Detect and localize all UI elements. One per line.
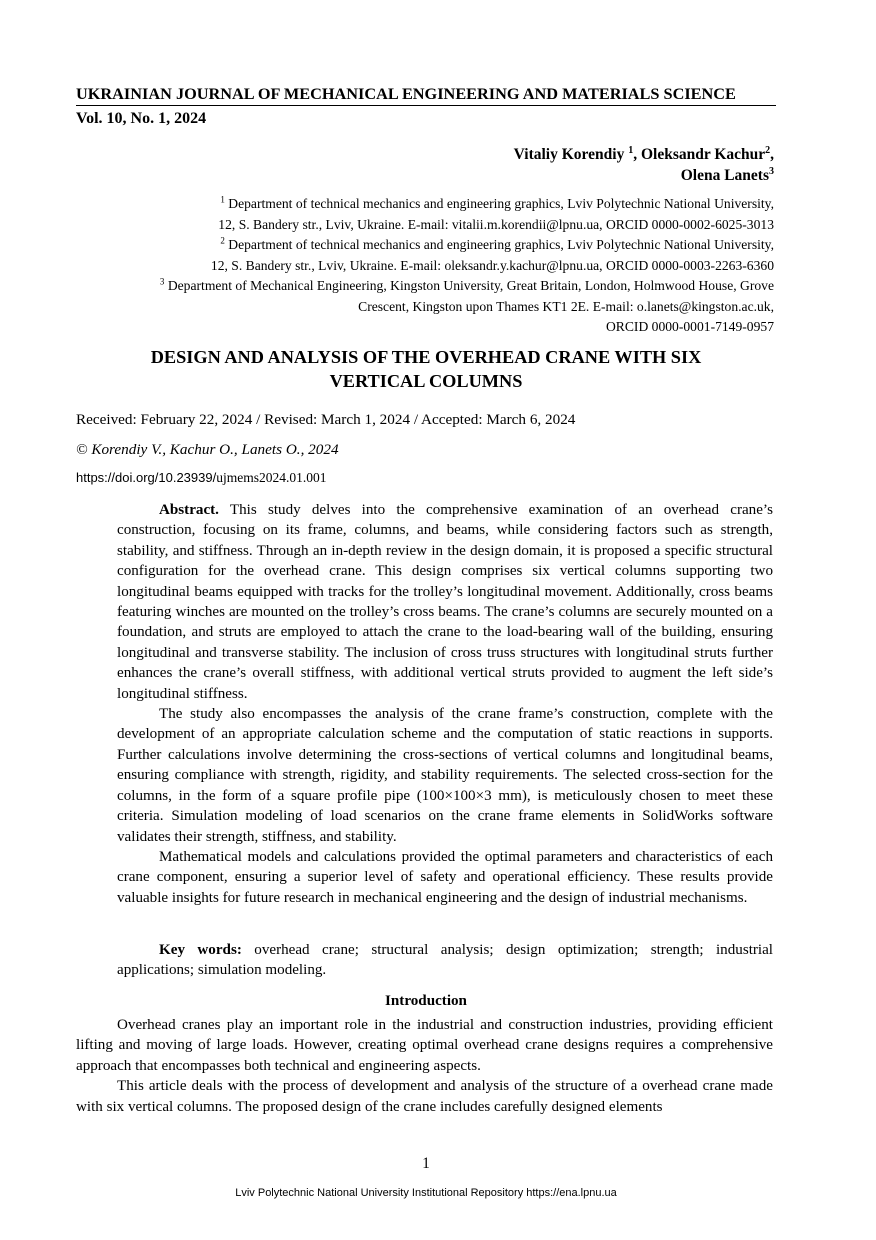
- affiliation-line: [74, 297, 774, 318]
- authors-block: [514, 144, 774, 186]
- doi: [76, 469, 326, 487]
- title-line: VERTICAL COLUMNS: [329, 371, 523, 391]
- affiliation-text: Crescent, Kingston upon Thames KT1 2E. E-mail: o.lanets@kingston.ac.uk,: [358, 298, 774, 314]
- doi-link[interactable]: https://doi.org/10.23939/: [76, 470, 217, 485]
- affiliation-text: Department of Mechanical Engineering, Kingston University, Great Britain, London, Holmwood House, Grove: [167, 278, 774, 293]
- title-line: DESIGN AND ANALYSIS OF THE OVERHEAD CRANE WITH SIX: [150, 347, 702, 367]
- affiliation-line: [74, 215, 774, 236]
- doi-suffix: ujmems2024.01.001: [216, 470, 327, 485]
- authors-line-1: Vitaliy Korendiy $^1$, Oleksandr Kachur$^2$,: [513, 144, 774, 163]
- authors-line-2: [514, 165, 774, 186]
- affiliation-sup: 3: [159, 276, 165, 287]
- affiliation-sup: 2: [220, 235, 225, 246]
- section-heading-introduction: Introduction: [385, 993, 467, 1009]
- author-name: Vitaliy Korendiy: [513, 146, 625, 163]
- abstract-text: This study delves into the comprehensive examination of an overhead crane’s construction, focusing on its frame, columns, and beams, while considering factors such as strength, stability, and stiffness. Through an in-depth review in the design domain, it is proposed a specific structural configuration for the overhead crane. This design comprises six vertical columns supporting two longitudinal beams equipped with tracks for the trolley’s longitudinal movement. Additionally, cross beams featuring winches are mounted on the trolley’s cross beams. The crane’s columns are securely mounted on a foundation, and struts are employed to attach the crane to the load-bearing wall of the building, ensuring longitudinal and transverse stability. The inclusion of cross truss structures with longitudinal struts further enhances the crane’s overall stiffness, with additional vertical struts provided to augment the left side’s longitudinal stiffness.: [117, 502, 773, 702]
- affiliation-sup: 1: [220, 194, 225, 205]
- keywords-text: overhead crane; structural analysis; design optimization; strength; industrial applications; simulation modeling.: [117, 942, 773, 979]
- affiliation-line: [74, 317, 774, 338]
- journal-title: UKRAINIAN JOURNAL OF MECHANICAL ENGINEERING AND MATERIALS SCIENCE: [76, 84, 776, 106]
- affiliations: [74, 194, 774, 338]
- keywords: [117, 940, 773, 981]
- affiliation-line: [74, 194, 774, 215]
- affiliation-line: [74, 235, 774, 256]
- copyright: © Korendiy V., Kachur O., Lanets O., 2024: [76, 441, 339, 458]
- abstract-paragraph: Mathematical models and calculations provided the optimal parameters and characteristics of each crane component, ensuring a superior level of safety and operational efficiency. These results provide valuable insights for future research in mechanical engineering and the design of industrial mechanisms.: [117, 848, 773, 906]
- body-paragraph: This article deals with the process of development and analysis of the structure of a overhead crane made with six vertical columns. The proposed design of the crane includes carefully designed elements: [76, 1078, 773, 1115]
- author-sup: 3: [769, 165, 774, 177]
- affiliation-text: ORCID 0000-0001-7149-0957: [605, 319, 774, 334]
- keywords-label: Key words:: [159, 942, 242, 958]
- affiliation-line: [74, 256, 774, 277]
- abstract-paragraph: The study also encompasses the analysis of the crane frame’s construction, complete with the development of an appropriate calculation scheme and the computation of static reactions in supports. Further calculations involve determining the cross-sections of vertical columns and longitudinal beams, ensuring compliance with strength, rigidity, and stability requirements. The selected cross-section for the columns, in the form of a square profile pipe (100×100×3 mm), is meticulously chosen to meet these criteria. Simulation modeling of load scenarios on the crane frame elements in SolidWorks software validates their strength, stiffness, and stability.: [117, 706, 773, 845]
- paper-title: [76, 345, 776, 393]
- page-number: 1: [422, 1155, 430, 1172]
- repository-footer: Lviv Polytechnic National University Institutional Repository https://ena.lpnu.ua: [235, 1187, 617, 1199]
- author-sup: 1: [628, 144, 634, 156]
- author-name: Oleksandr Kachur: [640, 146, 766, 163]
- abstract: [117, 500, 773, 908]
- abstract-label: Abstract.: [159, 502, 219, 518]
- affiliation-text: 12, S. Bandery str., Lviv, Ukraine. E-mail: vitalii.m.korendii@lpnu.ua, ORCID 0000-0002-6025-3013: [218, 216, 774, 232]
- affiliation-text: Department of technical mechanics and engineering graphics, Lviv Polytechnic National University,: [228, 196, 774, 211]
- introduction-body: [76, 1015, 773, 1117]
- affiliation-text: 12, S. Bandery str., Lviv, Ukraine. E-mail: oleksandr.y.kachur@lpnu.ua, ORCID 0000-0003-2263-6360: [210, 257, 774, 273]
- body-paragraph: Overhead cranes play an important role in the industrial and construction industries, providing efficient lifting and moving of large loads. However, creating optimal overhead crane designs requires a comprehensive approach that encompasses both technical and engineering aspects.: [76, 1017, 773, 1074]
- volume-issue: Vol. 10, No. 1, 2024: [76, 110, 207, 127]
- affiliation-text: Department of technical mechanics and engineering graphics, Lviv Polytechnic National University,: [228, 237, 774, 252]
- author-name: Olena Lanets: [680, 167, 769, 184]
- author-sup: 2: [765, 144, 771, 156]
- abstract-paragraph: [117, 500, 773, 704]
- received-dates: Received: February 22, 2024 / Revised: March 1, 2024 / Accepted: March 6, 2024: [76, 411, 576, 428]
- affiliation-line: [74, 276, 774, 297]
